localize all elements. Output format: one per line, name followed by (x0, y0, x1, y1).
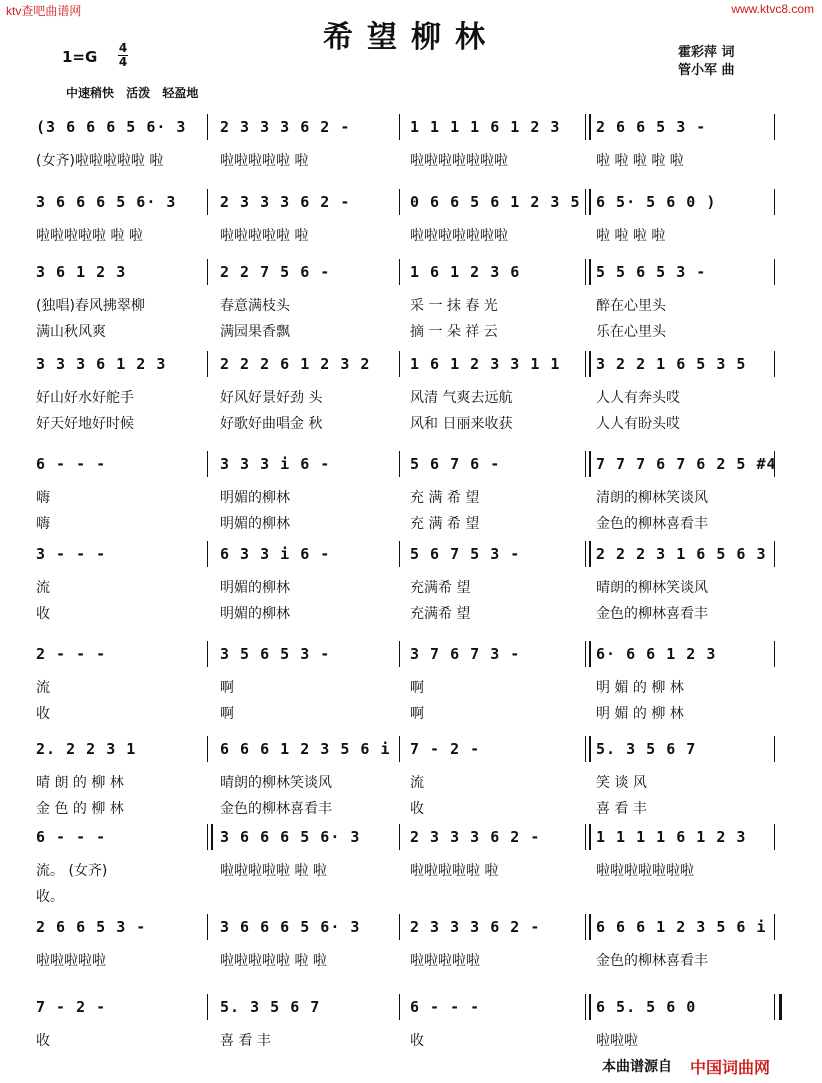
source-site: 中国词曲网 (690, 1058, 771, 1077)
lyric-verse-2: 啊 (220, 706, 234, 722)
barline (585, 351, 591, 377)
measure-notes: 2 3 3 3 6 2 - (220, 118, 351, 136)
lyric-verse-1: 晴朗的柳林笑谈风 (596, 580, 708, 596)
measure-notes: 6 5· 5 6 0 ) (596, 193, 717, 211)
credits (678, 44, 735, 80)
lyric-verse-1: 啦啦啦啦啦 啦 (220, 228, 309, 244)
lyric-verse-1: 收 (36, 1033, 50, 1049)
measure-notes: 2 2 2 6 1 2 3 2 (220, 355, 371, 373)
measure-notes: 3 3 3 i 6 - (220, 455, 331, 473)
lyric-verse-2: 人人有盼头哎 (596, 416, 680, 432)
lyric-verse-2: 明媚的柳林 (220, 516, 290, 532)
measure-notes: (3 6 6 6 5 6· 3 (36, 118, 187, 136)
barline (585, 114, 591, 140)
measure-notes: 5. 3 5 6 7 (220, 998, 321, 1016)
measure-notes: 2 3 3 3 6 2 - (410, 918, 541, 936)
barline (207, 451, 208, 477)
lyric-verse-1: 好山好水好舵手 (36, 390, 134, 406)
measure-notes: 6 5. 5 6 0 (596, 998, 697, 1016)
barline (399, 914, 400, 940)
lyric-verse-1: 流 (36, 580, 50, 596)
lyric-verse-2: 明媚的柳林 (220, 606, 290, 622)
barline (774, 641, 775, 667)
lyric-verse-1: 啦啦啦啦啦啦啦 (596, 863, 694, 879)
measure-notes: 2 3 3 3 6 2 - (220, 193, 351, 211)
lyric-verse-2: 金色的柳林喜看丰 (596, 606, 708, 622)
barline (399, 541, 400, 567)
measure-notes: 0 6 6 5 6 1 2 3 5 (410, 193, 581, 211)
lyric-verse-1: 啦啦啦啦啦 啦 啦 (220, 863, 327, 879)
lyric-verse-2: 满山秋风爽 (36, 324, 106, 340)
measure-notes: 6 6 6 1 2 3 5 6 i (596, 918, 767, 936)
lyricist: 霍彩萍 词 (678, 45, 735, 60)
measure-notes: 3 3 3 6 1 2 3 (36, 355, 167, 373)
lyric-verse-1: 收 (410, 1033, 424, 1049)
lyric-verse-2: 风和 日丽来收获 (410, 416, 513, 432)
barline (399, 736, 400, 762)
lyric-verse-2: 金 色 的 柳 林 (36, 801, 124, 817)
source-label: 本曲谱源自 (602, 1059, 672, 1075)
lyric-verse-1: 好风好景好劲 头 (220, 390, 323, 406)
lyric-verse-1: 啦啦啦 (596, 1033, 638, 1049)
lyric-verse-2: 喜 看 丰 (596, 801, 647, 817)
lyric-verse-1: (独唱)春风拂翠柳 (36, 298, 145, 314)
lyric-verse-1: 明媚的柳林 (220, 580, 290, 596)
lyric-verse-1: 晴朗的柳林笑谈风 (220, 775, 332, 791)
lyric-verse-2: 嗨 (36, 516, 50, 532)
lyric-verse-1: 风清 气爽去远航 (410, 390, 513, 406)
barline (207, 641, 208, 667)
lyric-verse-2: 啊 (410, 706, 424, 722)
song-title: 希望柳林 (323, 20, 499, 55)
barline (585, 451, 591, 477)
lyric-verse-1: (女齐)啦啦啦啦啦 啦 (36, 153, 164, 169)
barline (399, 114, 400, 140)
measure-notes: 3 - - - (36, 545, 107, 563)
watermark-left: ktv查吧曲谱网 (6, 4, 82, 18)
lyric-verse-1: 啊 (410, 680, 424, 696)
measure-notes: 5 5 6 5 3 - (596, 263, 707, 281)
measure-notes: 7 - 2 - (410, 740, 481, 758)
lyric-verse-1: 喜 看 丰 (220, 1033, 271, 1049)
barline (585, 994, 591, 1020)
measure-notes: 2. 2 2 3 1 (36, 740, 137, 758)
barline (207, 259, 208, 285)
lyric-verse-1: 人人有奔头哎 (596, 390, 680, 406)
final-barline (774, 994, 782, 1020)
barline (207, 114, 208, 140)
lyric-verse-2: 满园果香飘 (220, 324, 290, 340)
lyric-verse-1: 流 (36, 680, 50, 696)
measure-notes: 6· 6 6 1 2 3 (596, 645, 717, 663)
tempo-marking: 中速稍快 活泼 轻盈地 (66, 86, 199, 100)
lyric-verse-2: 乐在心里头 (596, 324, 666, 340)
lyric-verse-1: 充 满 希 望 (410, 490, 480, 506)
measure-notes: 1 6 1 2 3 6 (410, 263, 521, 281)
barline (207, 824, 213, 850)
barline (774, 824, 775, 850)
measure-notes: 3 5 6 5 3 - (220, 645, 331, 663)
barline (585, 189, 591, 215)
lyric-verse-2: 收 (410, 801, 424, 817)
barline (774, 114, 775, 140)
barline (207, 994, 208, 1020)
barline (774, 541, 775, 567)
time-signature-bottom: 4 (118, 55, 128, 69)
lyric-verse-1: 醉在心里头 (596, 298, 666, 314)
measure-notes: 2 6 6 5 3 - (596, 118, 707, 136)
barline (207, 914, 208, 940)
measure-notes: 1 1 1 1 6 1 2 3 (410, 118, 561, 136)
lyric-verse-2: 充 满 希 望 (410, 516, 480, 532)
lyric-verse-2: 好天好地好时候 (36, 416, 134, 432)
lyric-verse-1: 流 (410, 775, 424, 791)
lyric-verse-2: 摘 一 朵 祥 云 (410, 324, 498, 340)
measure-notes: 2 2 2 3 1 6 5 6 3 (596, 545, 767, 563)
measure-notes: 2 - - - (36, 645, 107, 663)
barline (585, 914, 591, 940)
barline (585, 736, 591, 762)
lyric-verse-2: 收。 (36, 889, 64, 905)
measure-notes: 3 6 6 6 5 6· 3 (220, 828, 361, 846)
measure-notes: 2 3 3 3 6 2 - (410, 828, 541, 846)
lyric-verse-1: 啦啦啦啦啦 啦 啦 (220, 953, 327, 969)
lyric-verse-1: 充满希 望 (410, 580, 471, 596)
measure-notes: 1 1 1 1 6 1 2 3 (596, 828, 747, 846)
measure-notes: 3 6 6 6 5 6· 3 (36, 193, 177, 211)
lyric-verse-2: 金色的柳林喜看丰 (596, 516, 708, 532)
measure-notes: 7 - 2 - (36, 998, 107, 1016)
measure-notes: 7 7 7 6 7 6 2 5 #4 (596, 455, 777, 473)
lyric-verse-1: 晴 朗 的 柳 林 (36, 775, 124, 791)
barline (585, 641, 591, 667)
barline (774, 189, 775, 215)
barline (774, 914, 775, 940)
lyric-verse-2: 收 (36, 706, 50, 722)
measure-notes: 3 2 2 1 6 5 3 5 (596, 355, 747, 373)
barline (585, 824, 591, 850)
barline (399, 351, 400, 377)
barline (399, 641, 400, 667)
measure-notes: 3 6 6 6 5 6· 3 (220, 918, 361, 936)
composer: 管小军 曲 (678, 63, 735, 78)
measure-notes: 6 - - - (36, 828, 107, 846)
lyric-verse-1: 啦啦啦啦啦啦啦 (410, 153, 508, 169)
barline (207, 541, 208, 567)
measure-notes: 5. 3 5 6 7 (596, 740, 697, 758)
lyric-verse-1: 流。 (女齐) (36, 863, 108, 879)
barline (399, 824, 400, 850)
lyric-verse-2: 明 媚 的 柳 林 (596, 706, 684, 722)
key-signature: 1=G (62, 48, 98, 66)
measure-notes: 3 6 1 2 3 (36, 263, 127, 281)
barline (399, 451, 400, 477)
time-signature (118, 42, 128, 69)
measure-notes: 6 - - - (36, 455, 107, 473)
lyric-verse-2: 收 (36, 606, 50, 622)
barline (399, 259, 400, 285)
lyric-verse-2: 充满希 望 (410, 606, 471, 622)
barline (399, 994, 400, 1020)
measure-notes: 6 3 3 i 6 - (220, 545, 331, 563)
measure-notes: 1 6 1 2 3 3 1 1 (410, 355, 561, 373)
measure-notes: 2 6 6 5 3 - (36, 918, 147, 936)
lyric-verse-1: 啦 啦 啦 啦 啦 (596, 153, 684, 169)
lyric-verse-1: 啦啦啦啦啦啦啦 (410, 228, 508, 244)
barline (774, 351, 775, 377)
lyric-verse-1: 嗨 (36, 490, 50, 506)
measure-notes: 3 7 6 7 3 - (410, 645, 521, 663)
measure-notes: 6 6 6 1 2 3 5 6 i (220, 740, 391, 758)
lyric-verse-1: 啦啦啦啦啦 啦 (220, 153, 309, 169)
lyric-verse-1: 春意满枝头 (220, 298, 290, 314)
barline (774, 259, 775, 285)
barline (207, 351, 208, 377)
lyric-verse-2: 金色的柳林喜看丰 (220, 801, 332, 817)
lyric-verse-1: 啦啦啦啦啦 (36, 953, 106, 969)
lyric-verse-1: 啦 啦 啦 啦 (596, 228, 666, 244)
measure-notes: 2 2 7 5 6 - (220, 263, 331, 281)
lyric-verse-1: 明 媚 的 柳 林 (596, 680, 684, 696)
lyric-verse-1: 采 一 抹 春 光 (410, 298, 498, 314)
lyric-verse-1: 啊 (220, 680, 234, 696)
lyric-verse-1: 清朗的柳林笑谈风 (596, 490, 708, 506)
measure-notes: 5 6 7 6 - (410, 455, 501, 473)
barline (585, 259, 591, 285)
watermark-right: www.ktvc8.com (731, 2, 814, 16)
lyric-verse-1: 金色的柳林喜看丰 (596, 953, 708, 969)
lyric-verse-1: 笑 谈 风 (596, 775, 647, 791)
measure-notes: 5 6 7 5 3 - (410, 545, 521, 563)
lyric-verse-2: 好歌好曲唱金 秋 (220, 416, 323, 432)
barline (207, 736, 208, 762)
barline (774, 736, 775, 762)
lyric-verse-1: 啦啦啦啦啦 (410, 953, 480, 969)
lyric-verse-1: 啦啦啦啦啦 啦 啦 (36, 228, 143, 244)
lyric-verse-1: 啦啦啦啦啦 啦 (410, 863, 499, 879)
barline (207, 189, 208, 215)
barline (399, 189, 400, 215)
measure-notes: 6 - - - (410, 998, 481, 1016)
barline (585, 541, 591, 567)
lyric-verse-1: 明媚的柳林 (220, 490, 290, 506)
time-signature-top: 4 (118, 41, 128, 55)
